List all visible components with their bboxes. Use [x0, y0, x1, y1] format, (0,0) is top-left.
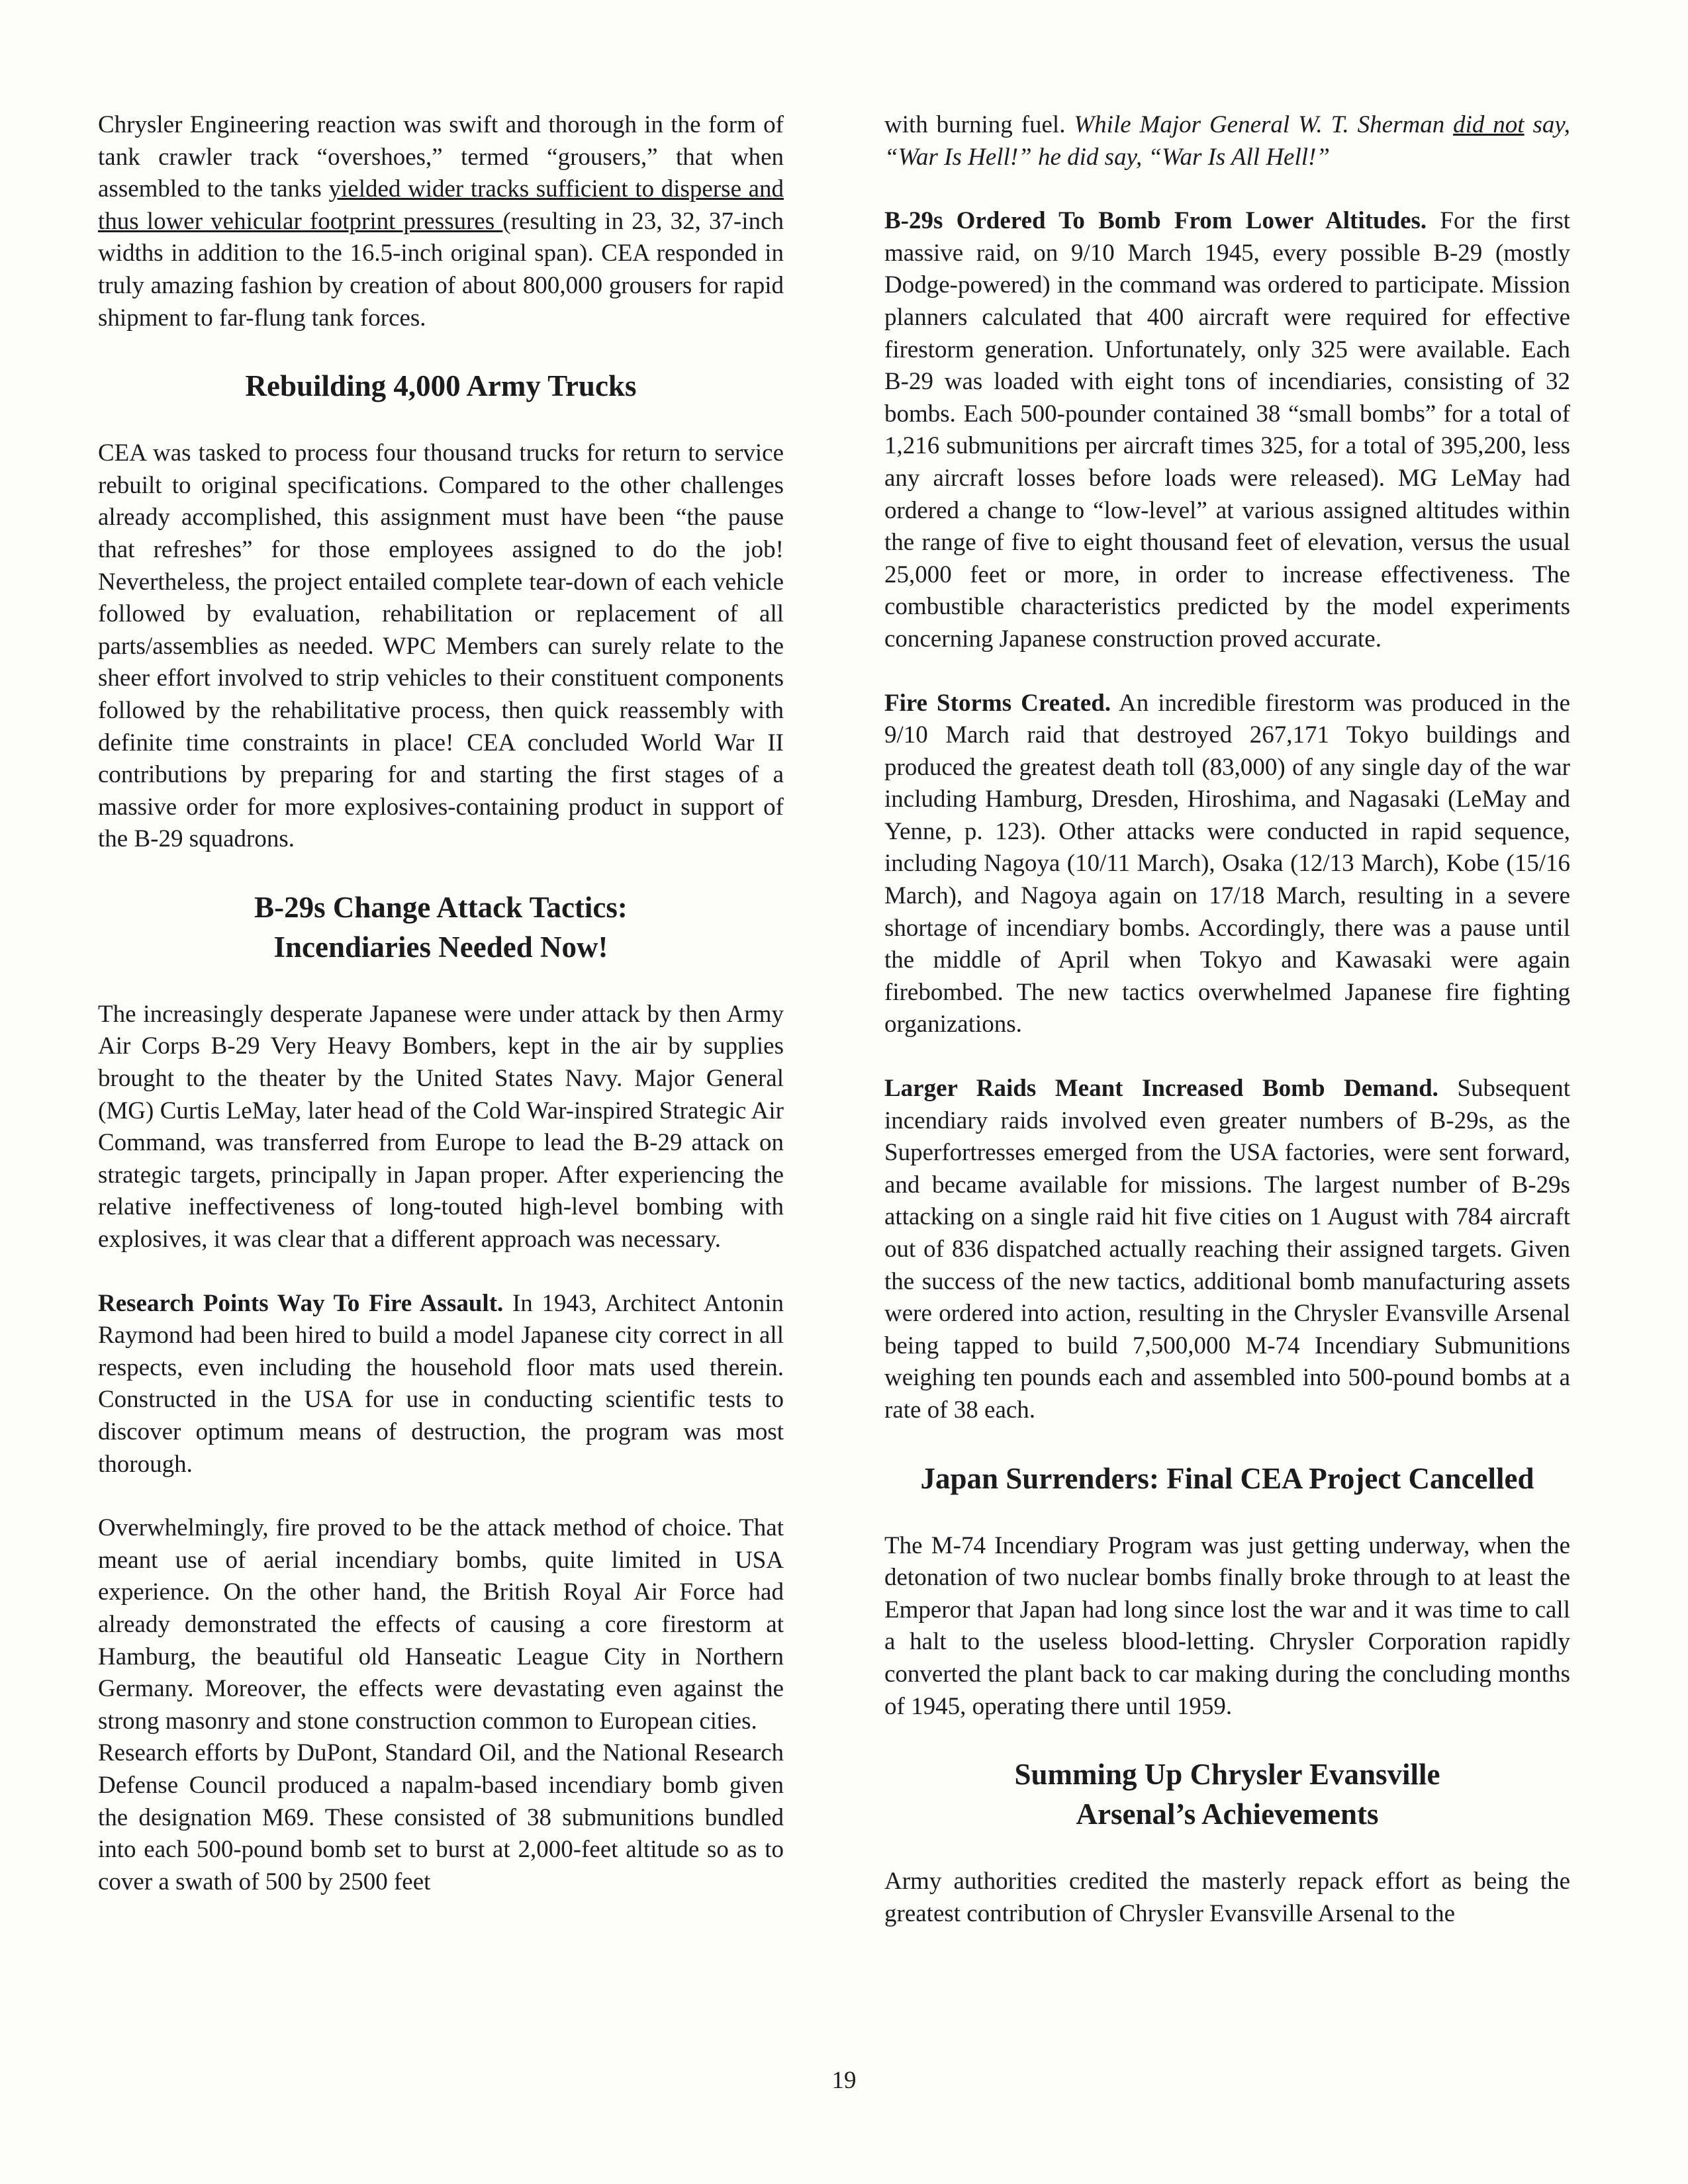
sherman-quote-paragraph	[884, 109, 1570, 173]
grousers-underlined-text: yielded wider tracks sufficient to disperse and thus lower vehicular footprint pressures	[98, 175, 784, 235]
fire-storms-paragraph	[884, 688, 1570, 1042]
grousers-paragraph	[98, 109, 784, 334]
research-lead-in: Research Points Way To Fire Assault.	[98, 1289, 504, 1317]
larger-raids-paragraph	[884, 1073, 1570, 1427]
grousers-text-start: Chrysler Engineering reaction was swift and thorough in the form of tank crawler track “overshoes,” termed “grousers,” that when assembled to the tanks	[98, 111, 784, 203]
tactics-paragraph: The increasingly desperate Japanese were under attack by then Army Air Corps B-29 Very Heavy Bombers, kept in the air by supplies brought to the theater by the United States Navy. Major General (MG) Curtis LeMay, later head of the Cold War-inspired Strategic Air Command, was transferred from Europe to lead the B-29 attack on strategic targets, principally in Japan proper. After experiencing the relative ineffectiveness of long-touted high-level bombing with explosives, it was clear that a different approach was necessary.	[98, 1000, 784, 1253]
surrender-paragraph: The M-74 Incendiary Program was just getting underway, when the detonation of two nuclear bombs finally broke through to at least the Emperor that Japan had long since lost the war and it was time to call a halt to the useless blood-letting. Chrysler Corporation rapidly converted the plant back to car making during the concluding months of 1945, operating there until 1959.	[884, 1531, 1570, 1720]
left-column	[98, 109, 784, 1930]
sherman-italic-text: While Major General W. T. Sherman	[1074, 111, 1454, 138]
right-column	[884, 109, 1570, 1962]
lower-altitudes-body: For the first massive raid, on 9/10 March 1945, every possible B-29 (mostly Dodge-powered) in the command was ordered to participate. Mission planners calculated that 400 aircraft were required for effective firestorm generation. Unfortunately, only 325 were available. Each B-29 was loaded with eight tons of incendiaries, consisting of 32 bombs. Each 500-pounder contained 38 “small bombs” for a total of 1,216 submunitions per aircraft times 325, for a total of 395,200, less any aircraft losses before loads were released). MG LeMay had ordered a change to “low-level” at various assigned altitudes within the range of five to eight thousand feet of elevation, versus the usual 25,000 feet or more, in order to increase effectiveness. The combustible characteristics predicted by the model experiments concerning Japanese construction proved accurate.	[884, 207, 1571, 653]
heading-attack-tactics-line1: B-29s Change Attack Tactics:	[254, 890, 628, 924]
heading-japan-surrenders: Japan Surrenders: Final CEA Project Cancelled	[920, 1461, 1534, 1495]
research-body: In 1943, Architect Antonin Raymond had been hired to build a model Japanese city correct in all respects, even including the household floor mats used therein. Constructed in the USA for use in conducting scientific tests to discover optimum means of destruction, the program was most thorough.	[98, 1289, 784, 1478]
page-number: 19	[831, 2067, 857, 2094]
larger-raids-lead-in: Larger Raids Meant Increased Bomb Demand.	[884, 1075, 1438, 1103]
lower-altitudes-paragraph	[884, 205, 1570, 655]
heading-summing-up	[884, 1754, 1570, 1834]
research-efforts-paragraph: Research efforts by DuPont, Standard Oil, and the National Research Defense Council produced a napalm-based incendiary bomb given the designation M69. These consisted of 38 submunitions bundled into each 500-pound bomb set to burst at 2,000-feet altitude so as to cover a swath of 500 by 2500 feet	[98, 1739, 784, 1895]
research-paragraph	[98, 1288, 784, 1481]
fire-choice-paragraph: Overwhelmingly, fire proved to be the attack method of choice. That meant use of aerial incendiary bombs, quite limited in USA experience. On the other hand, the British Royal Air Force had already demonstrated the effects of causing a core firestorm at Hamburg, the beautiful old Hanseatic League City in Northern Germany. Moreover, the effects were devastating even against the strong masonry and stone construction common to European cities.	[98, 1514, 784, 1735]
heading-attack-tactics	[98, 887, 784, 967]
heading-rebuilding-trucks: Rebuilding 4,000 Army Trucks	[245, 369, 637, 403]
heading-attack-tactics-line2: Incendiaries Needed Now!	[273, 930, 608, 964]
heading-summing-up-line1: Summing Up Chrysler Evansville	[1014, 1758, 1440, 1792]
lower-altitudes-lead-in: B-29s Ordered To Bomb From Lower Altitudes.	[884, 207, 1427, 235]
summing-paragraph: Army authorities credited the masterly repack effort as being the greatest contribution of Chrysler Evansville Arsenal to the	[884, 1868, 1570, 1927]
fire-storms-lead-in: Fire Storms Created.	[884, 689, 1111, 717]
burning-fuel-text: with burning fuel.	[884, 111, 1074, 138]
larger-raids-body: Subsequent incendiary raids involved even greater numbers of B-29s, as the Superfortresses emerged from the USA factories, were sent forward, and became available for missions. The largest number of B-29s attacking on a single raid hit five cities on 1 August with 784 aircraft out of 836 dispatched actually reaching their assigned targets. Given the success of the new tactics, additional bomb manufacturing assets were ordered into action, resulting in the Chrysler Evansville Arsenal being tapped to build 7,500,000 M-74 Incendiary Submunitions weighing ten pounds each and assembled into 500-pound bombs at a rate of 38 each.	[884, 1075, 1571, 1424]
fire-storms-body: An incredible firestorm was produced in the 9/10 March raid that destroyed 267,171 Tokyo buildings and produced the greatest death toll (83,000) of any single day of the war including Hamburg, Dresden, Hiroshima, and Nagasaki (LeMay and Yenne, p. 123). Other attacks were conducted in rapid sequence, including Nagoya (10/11 March), Osaka (12/13 March), Kobe (15/16 March), and Nagoya again on 17/18 March, resulting in a severe shortage of incendiary bombs. Accordingly, there was a pause until the middle of April when Tokyo and Kawasaki were again firebombed. The new tactics overwhelmed Japanese fire fighting organizations.	[884, 689, 1570, 1038]
grousers-text-end: (resulting in 23, 32, 37-inch widths in addition to the 16.5-inch original span). CEA responded in truly amazing fashion by creation of about 800,000 grousers for rapid shipment to far-flung tank forces.	[98, 207, 784, 332]
did-not-underlined-text: did not	[1453, 111, 1524, 138]
heading-summing-up-line2: Arsenal’s Achievements	[1076, 1797, 1379, 1831]
sherman-quote-text: say, “War Is Hell!” he did say, “War Is All Hell!”	[884, 111, 1571, 171]
trucks-paragraph: CEA was tasked to process four thousand trucks for return to service rebuilt to original specifications. Compared to the other challenges already accomplished, this assignment must have been “the pause that refreshes” for those employees assigned to do the job! Nevertheless, the project entailed complete tear-down of each vehicle followed by evaluation, rehabilitation or replacement of all parts/assemblies as needed. WPC Members can surely relate to the sheer effort involved to strip vehicles to their constituent components followed by the rehabilitative process, then quick reassembly with definite time constraints in place! CEA concluded World War II contributions by preparing for and starting the first stages of a massive order for more explosives-containing product in support of the B-29 squadrons.	[98, 439, 784, 853]
